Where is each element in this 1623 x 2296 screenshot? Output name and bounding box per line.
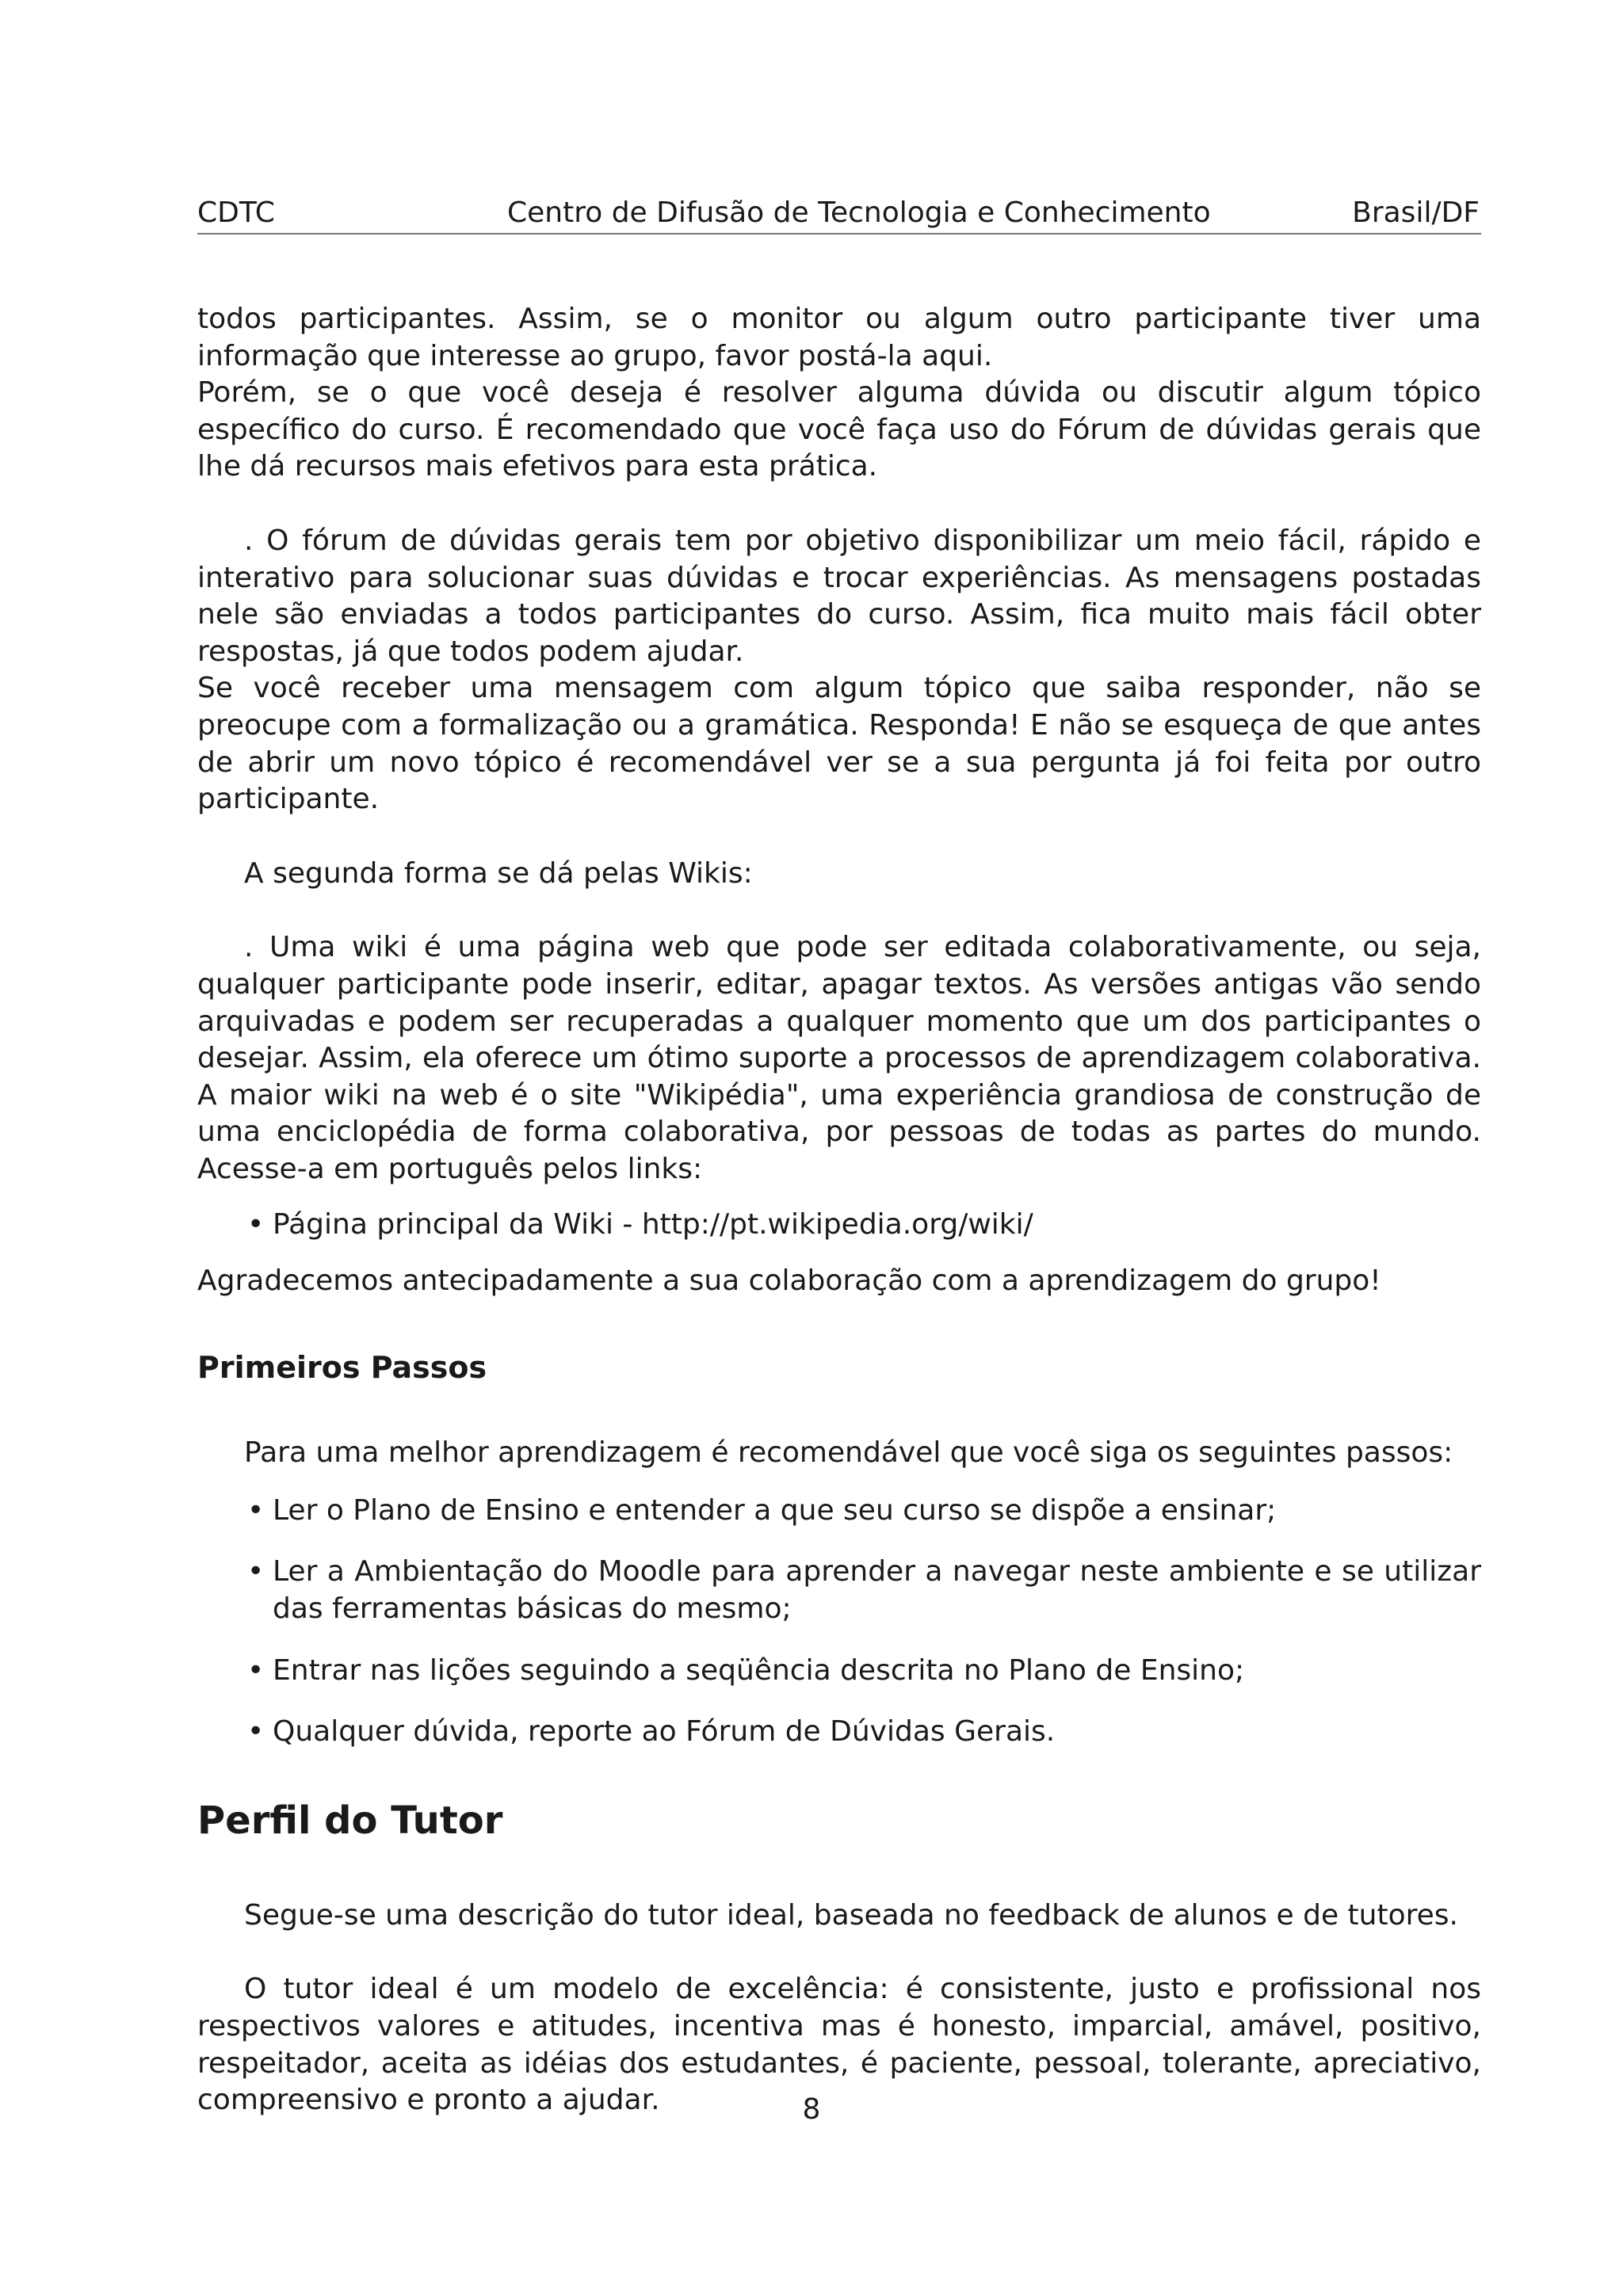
list-item-text: Ler o Plano de Ensino e entender a que seu curso se dispõe a ensinar; (273, 1493, 1277, 1527)
bullet-icon: • (247, 1555, 265, 1589)
paragraph: Porém, se o que você deseja é resolver alguma dúvida ou discutir algum tópico específico do curso. É recomendado que você faça uso do Fórum de dúvidas gerais que lhe dá recursos mais efetivos para esta prática. (197, 376, 1481, 483)
paragraph: Para uma melhor aprendizagem é recomendável que você siga os seguintes passos: (244, 1436, 1453, 1470)
wiki-link-list (197, 1207, 1481, 1244)
list-item (197, 1493, 1481, 1530)
bullet-icon: • (247, 1208, 265, 1241)
page-number: 8 (802, 2093, 821, 2126)
paragraph: todos participantes. Assim, se o monitor ou algum outro participante tiver uma informação que interesse ao grupo, favor postá-la aqui. (197, 303, 1481, 372)
paragraph: . Uma wiki é uma página web que pode ser editada colaborativamente, ou seja, qualquer participante pode inserir, editar, apagar textos. As versões antigas vão sendo arquivadas e podem ser recuperadas a qualquer momento que um dos participantes o desejar. Assim, ela oferece um ótimo suporte a processos de aprendizagem colaborativa. A maior wiki na web é o site "Wikipédia", uma experiência grandiosa de construção de uma enciclopédia de forma colaborativa, por pessoas de todas as partes do mundo. Acesse-a em português pelos links: (197, 931, 1481, 1185)
paragraph: . O fórum de dúvidas gerais tem por objetivo disponibilizar um meio fácil, rápido e interativo para solucionar suas dúvidas e trocar experiências. As mensagens postadas nele são enviadas a todos participantes do curso. Assim, fica muito mais fácil obter respostas, já que todos podem ajudar. (197, 524, 1481, 668)
paragraph: Agradecemos antecipadamente a sua colaboração com a aprendizagem do grupo! (197, 1264, 1381, 1298)
list-item (197, 1653, 1481, 1690)
list-item (197, 1554, 1481, 1627)
steps-list (197, 1493, 1481, 1751)
header-left: CDTC (197, 196, 275, 229)
list-item-text: Entrar nas lições seguindo a seqüência descrita no Plano de Ensino; (273, 1653, 1245, 1687)
subsection-title: Primeiros Passos (197, 1349, 487, 1385)
bullet-icon: • (247, 1653, 265, 1687)
running-header (197, 193, 1481, 235)
list-item (197, 1714, 1481, 1751)
paragraph: Se você receber uma mensagem com algum tópico que saiba responder, não se preocupe com a formalização ou a gramática. Responda! E não se esqueça de que antes de abrir um novo tópico é recomendável ver se a sua pergunta já foi feita por outro participante. (197, 672, 1481, 816)
list-item (197, 1207, 1481, 1244)
page-content (197, 301, 1481, 2119)
bullet-icon: • (247, 1715, 265, 1749)
paragraph: Segue-se uma descrição do tutor ideal, baseada no feedback de alunos e de tutores. (244, 1898, 1458, 1932)
paragraph: O tutor ideal é um modelo de excelência: é consistente, justo e profissional nos respectivos valores e atitudes, incentiva mas é honesto, imparcial, amável, positivo, respeitador, aceita as idéias dos estudantes, é paciente, pessoal, tolerante, apreciativo, compreensivo e pronto a ajudar. (197, 1973, 1481, 2117)
list-item-text: Qualquer dúvida, reporte ao Fórum de Dúvidas Gerais. (273, 1715, 1056, 1749)
header-center: Centro de Difusão de Tecnologia e Conhecimento (507, 196, 1211, 229)
paragraph: A segunda forma se dá pelas Wikis: (244, 856, 753, 890)
bullet-icon: • (247, 1493, 265, 1527)
list-item-text: Página principal da Wiki - http://pt.wikipedia.org/wiki/ (273, 1208, 1033, 1241)
section-title: Perfil do Tutor (197, 1798, 503, 1843)
header-right: Brasil/DF (1352, 196, 1480, 229)
list-item-text: Ler a Ambientação do Moodle para aprender a navegar neste ambiente e se utilizar das ferramentas básicas do mesmo; (273, 1555, 1481, 1626)
